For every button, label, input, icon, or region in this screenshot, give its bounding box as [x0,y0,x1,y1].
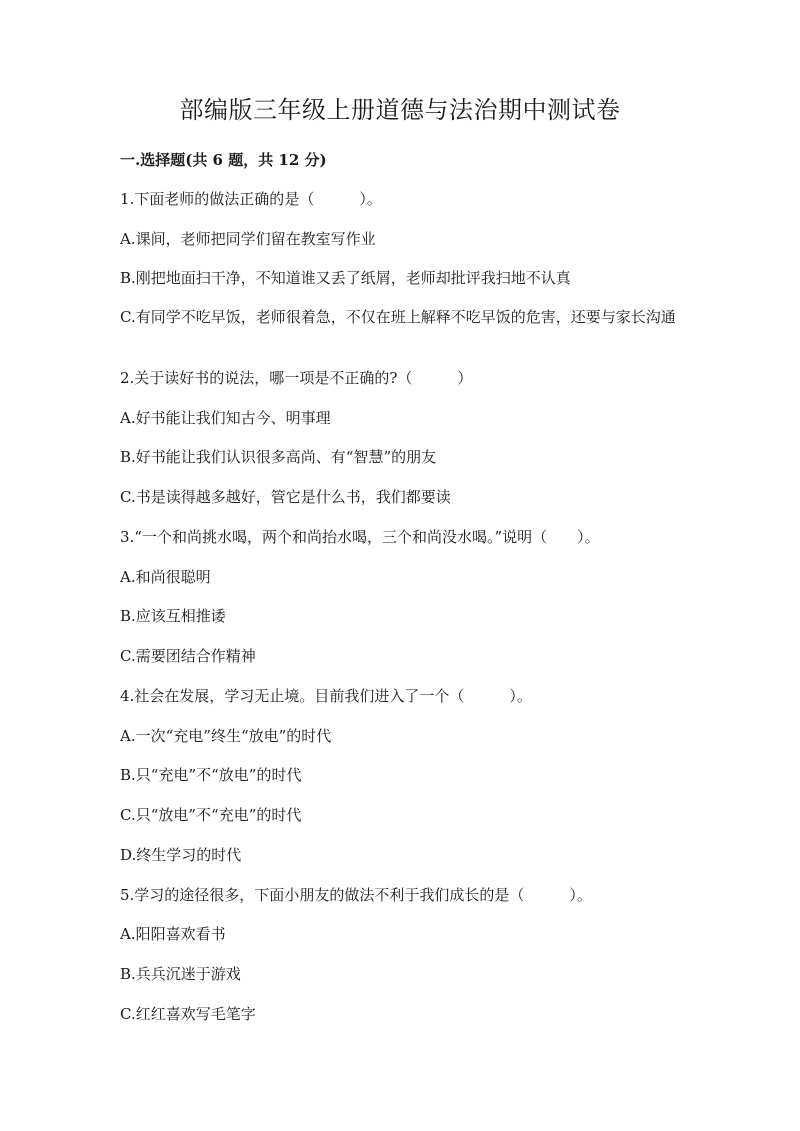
question-4-option-a: A.一次“充电”终生“放电”的时代 [120,727,332,745]
question-2-stem: 2.关于读好书的说法，哪一项是不正确的?（ ） [120,369,473,387]
question-5-option-b: B.兵兵沉迷于游戏 [120,965,241,983]
question-5-option-c: C.红红喜欢写毛笔字 [120,1005,256,1023]
question-3-option-c: C.需要团结合作精神 [120,647,256,665]
section-heading: 一.选择题(共 6 题，共 12 分) [120,151,327,169]
question-5-option-a: A.阳阳喜欢看书 [120,925,226,943]
question-4-option-b: B.只“充电”不“放电”的时代 [120,766,302,784]
page-title: 部编版三年级上册道德与法治期中测试卷 [179,96,621,124]
question-4-option-c: C.只“放电”不“充电”的时代 [120,806,302,824]
question-3-option-a: A.和尚很聪明 [120,568,211,586]
question-5-stem: 5.学习的途径很多，下面小朋友的做法不利于我们成长的是（ ）。 [120,886,592,904]
question-3-stem: 3.“一个和尚挑水喝，两个和尚抬水喝，三个和尚没水喝。”说明（ ）。 [120,528,600,546]
question-1-stem: 1.下面老师的做法正确的是（ ）。 [120,190,382,208]
question-2-option-a: A.好书能让我们知古今、明事理 [120,409,331,427]
question-1-option-c: C.有同学不吃早饭，老师很着急，不仅在班上解释不吃早饭的危害，还要与家长沟通 [120,308,676,326]
question-4-option-d: D.终生学习的时代 [120,846,242,864]
question-1-option-b: B.刚把地面扫干净，不知道谁又丢了纸屑，老师却批评我扫地不认真 [120,269,571,287]
question-2-option-c: C.书是读得越多越好，管它是什么书，我们都要读 [120,488,451,506]
question-3-option-b: B.应该互相推诿 [120,607,226,625]
question-1-option-a: A.课间，老师把同学们留在教室写作业 [120,230,376,248]
question-4-stem: 4.社会在发展，学习无止境。目前我们进入了一个（ ）。 [120,687,532,705]
question-2-option-b: B.好书能让我们认识很多高尚、有“智慧”的朋友 [120,448,437,466]
